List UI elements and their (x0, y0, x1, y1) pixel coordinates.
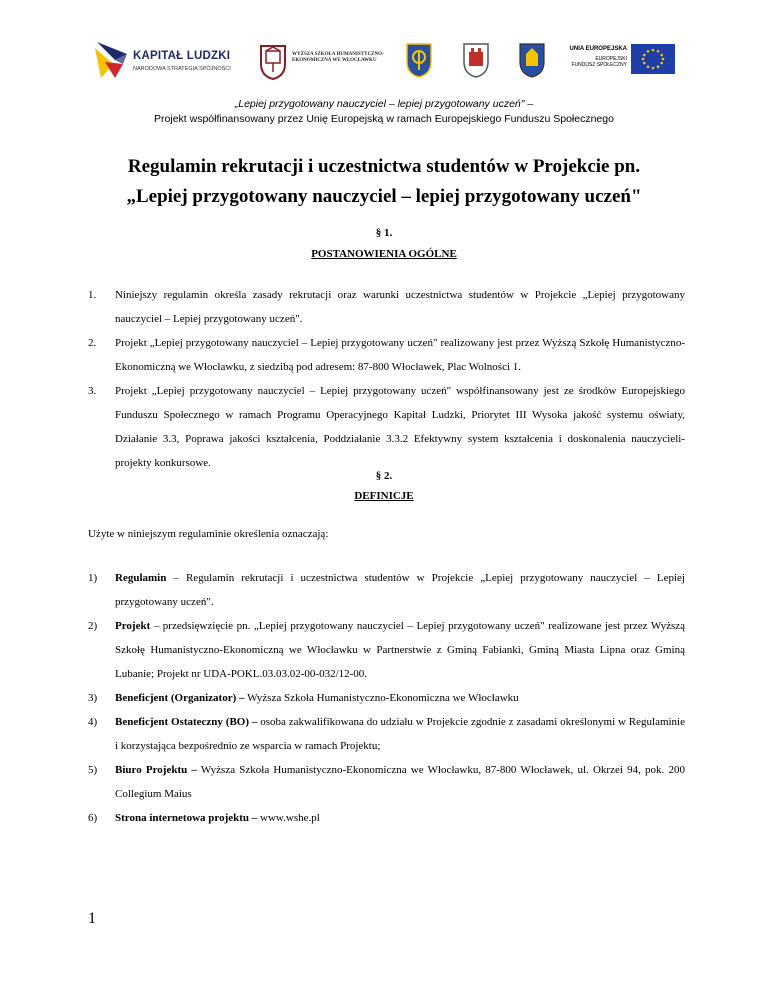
definition-text: Wyższa Szkoła Humanistyczno-Ekonomiczna we Włocławku, 87-800 Włocławek, ul. Okrzei 94, pok. 200 Collegium Maius (115, 764, 685, 800)
list-item-number: 3. (88, 385, 97, 397)
section-2-heading: DEFINICJE (354, 490, 414, 502)
definition-text: – przedsięwzięcie pn. „Lepiej przygotowany nauczyciel – Lepiej przygotowany uczeń" realizowane jest przez Wyższą Szkołę Humanistyczno-Ekonomiczną we Włocławku w Partnerstwie z Gminą Fabianki, Gminą Miasta Lipna oraz Gminą Lubanie; Projekt nr UDA-POKL.03.03.02-00-032/12-00. (115, 620, 685, 680)
kapital-ludzki-logo (93, 38, 243, 84)
definition-text: osoba zakwalifikowana do udziału w Projekcie zgodnie z zasadami określonymi w Regulaminie i korzystająca bezpośrednio ze wsparcia w ramach Projektu; (115, 716, 685, 752)
list-item-number: 5) (88, 764, 98, 776)
gmina-crest-2-icon (462, 42, 490, 78)
list-item-text (115, 806, 685, 830)
list-item-number: 4) (88, 716, 98, 728)
list-item-text (115, 758, 685, 806)
definition-text: – Regulamin rekrutacji i uczestnictwa studentów w Projekcie „Lepiej przygotowany nauczyciel – Lepiej przygotowany uczeń". (115, 572, 685, 608)
list-item-number: 6) (88, 812, 98, 824)
wshe-logo (258, 42, 388, 82)
kapital-ludzki-subtitle: NARODOWA STRATEGIA SPÓJNOŚCI (133, 66, 231, 72)
header-project-name: „Lepiej przygotowany nauczyciel – lepiej przygotowany uczeń" – (234, 98, 534, 110)
list-item-text (115, 566, 685, 614)
wshe-name: WYŻSZA SZKOŁA HUMANISTYCZNO-EKONOMICZNA WE WŁOCŁAWKU (292, 52, 384, 63)
list-item-text (115, 686, 685, 710)
definition-term: Beneficjent Ostateczny (BO) – (115, 716, 258, 728)
gmina-crest-1-icon (405, 42, 433, 78)
wshe-crest-icon (258, 42, 288, 80)
list-item-text: Projekt „Lepiej przygotowany nauczyciel – Lepiej przygotowany uczeń" współfinansowany jest ze środków Europejskiego Funduszu Społecznego w ramach Programu Operacyjnego Kapitał Ludzki, Priorytet III Wysoka jakość systemu oświaty, Działanie 3.3, Poprawa jakości kształcenia, Poddziałanie 3.3.2 Efektywny system kształcenia i doskonalenia nauczycieli-projekty konkursowe. (115, 385, 685, 469)
list-item-number: 1. (88, 289, 97, 301)
kapital-ludzki-title: KAPITAŁ LUDZKI (133, 50, 231, 62)
list-item-number: 2) (88, 620, 98, 632)
definition-term: Beneficjent (Organizator) – (115, 692, 245, 704)
gmina-crest-3-icon (518, 42, 546, 78)
definitions-intro: Użyte w niniejszym regulaminie określenia oznaczają: (88, 528, 329, 540)
eu-fund-line2: FUNDUSZ SPOŁECZNY (571, 62, 627, 68)
list-item-text: Niniejszy regulamin określa zasady rekrutacji oraz warunki uczestnictwa studentów w Projekcie „Lepiej przygotowany nauczyciel – Lepiej przygotowany uczeń". (115, 289, 685, 325)
section-1-heading: POSTANOWIENIA OGÓLNE (311, 248, 457, 260)
list-item-number: 1) (88, 572, 98, 584)
logo-strip (0, 38, 768, 88)
document-title-line2: „Lepiej przygotowany nauczyciel – lepiej przygotowany uczeń" (126, 186, 642, 207)
definition-term: Strona internetowa projektu – (115, 812, 258, 824)
eu-title: UNIA EUROPEJSKA (569, 46, 627, 52)
list-item-number: 3) (88, 692, 98, 704)
eu-flag-icon (631, 44, 675, 74)
list-item-number: 2. (88, 337, 97, 349)
document-title (60, 152, 708, 212)
section-1-number: § 1. (375, 227, 393, 239)
eu-logo (565, 42, 675, 82)
section-2-number: § 2. (375, 470, 393, 482)
page-number: 1 (88, 910, 96, 927)
kapital-ludzki-star-icon (93, 40, 129, 80)
list-item-text (115, 614, 685, 686)
definition-text: Wyższa Szkoła Humanistyczno-Ekonomiczna we Włocławku (244, 692, 519, 704)
definition-term: Biuro Projektu – (115, 764, 197, 776)
eu-fund-line1: EUROPEJSKI (595, 56, 627, 62)
definition-text: www.wshe.pl (257, 812, 320, 824)
list-item-text (115, 710, 685, 758)
eu-fund (571, 56, 627, 68)
header-cofinancing: Projekt współfinansowany przez Unię Europejską w ramach Europejskiego Funduszu Społecznego (154, 113, 614, 125)
definition-term: Regulamin (115, 572, 167, 584)
list-item-text: Projekt „Lepiej przygotowany nauczyciel – Lepiej przygotowany uczeń" realizowany jest przez Wyższą Szkołę Humanistyczno-Ekonomiczną we Włocławku, z siedzibą pod adresem: 87-800 Włocławek, Plac Wolności 1. (115, 337, 685, 373)
definition-term: Projekt (115, 620, 151, 632)
document-title-line1: Regulamin rekrutacji i uczestnictwa studentów w Projekcie pn. (127, 156, 641, 177)
